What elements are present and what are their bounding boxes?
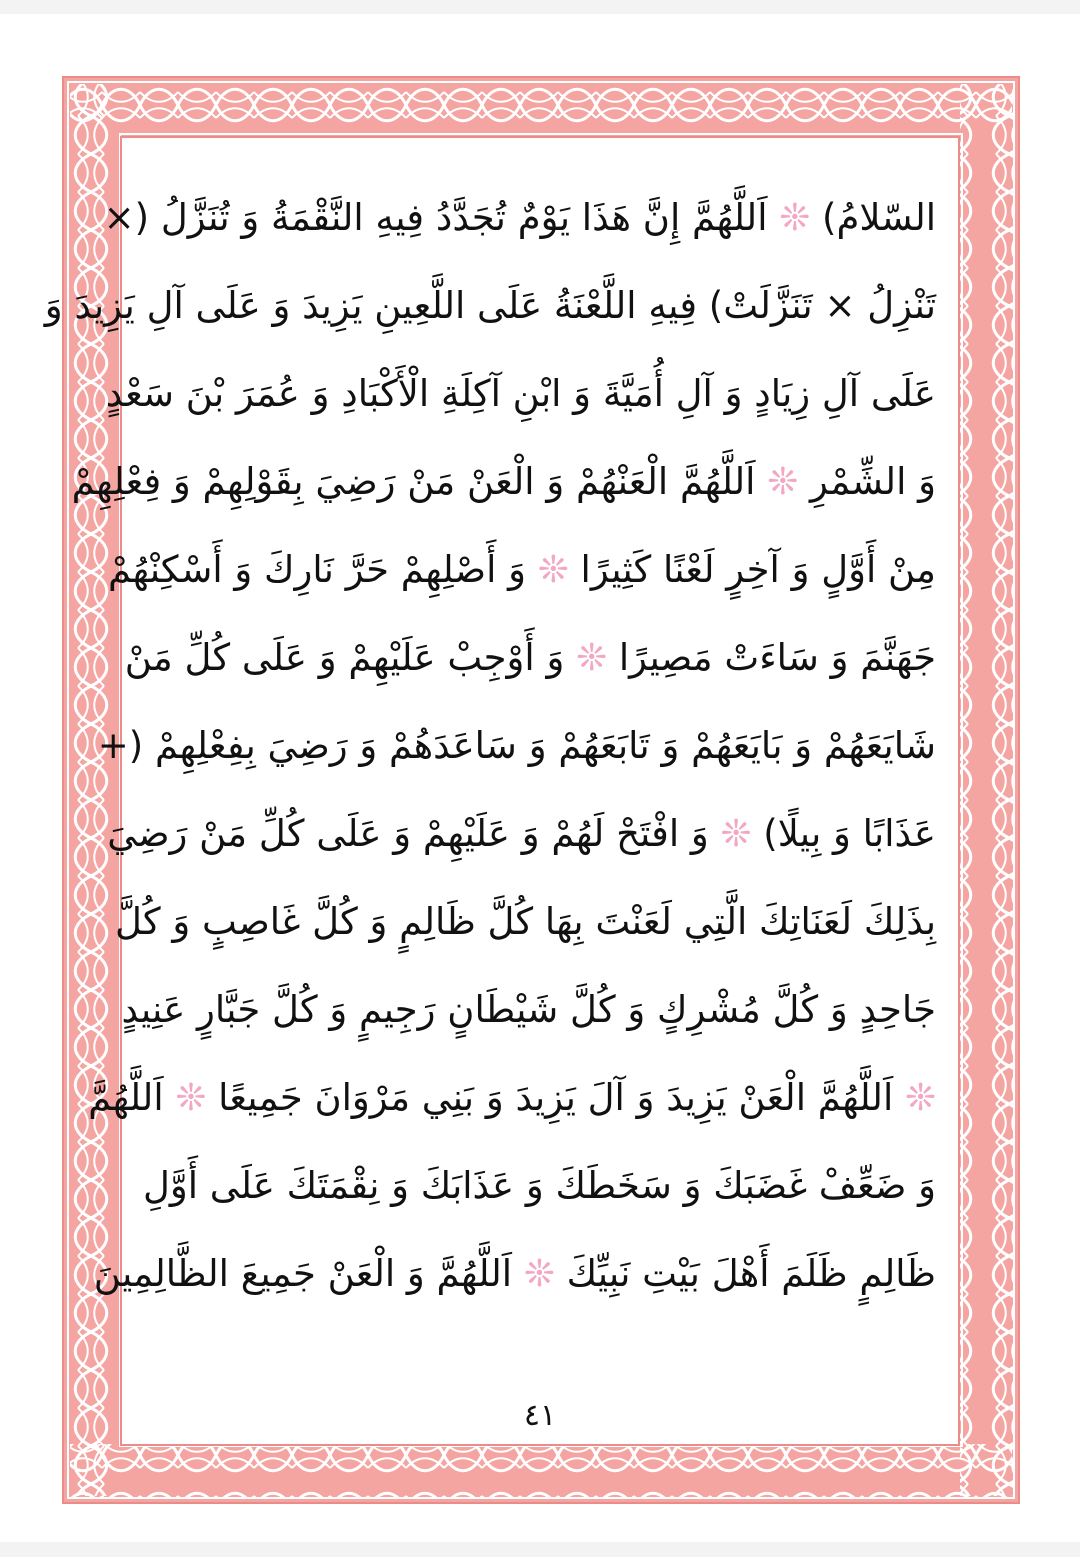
page <box>0 14 1080 1542</box>
star-separator-icon: ❊ <box>720 812 752 855</box>
text-line: عَلَى آلِ زِيَادٍ وَ آلِ أُمَيَّةَ وَ ابْنِ آكِلَةِ الْأَكْبَادِ وَ عُمَرَ بْنَ سَعْدٍ <box>105 372 936 415</box>
text-line: جَاحِدٍ وَ كُلَّ مُشْرِكٍ وَ كُلَّ شَيْطَانٍ رَجِيمٍ وَ كُلَّ جَبَّارٍ عَنِيدٍ <box>121 988 936 1031</box>
text-line: بِذَلِكَ لَعَنَاتِكَ الَّتِي لَعَنْتَ بِهَا كُلَّ ظَالِمٍ وَ كُلَّ غَاصِبٍ وَ كُلَّ <box>114 900 936 943</box>
text-line: مِنْ أَوَّلٍ وَ آخِرٍ لَعْنًا كَثِيرًا ❊ وَ أَصْلِهِمْ حَرَّ نَارِكَ وَ أَسْكِنْهُمْ <box>108 548 936 591</box>
star-separator-icon: ❊ <box>904 1076 936 1119</box>
star-separator-icon: ❊ <box>779 196 811 239</box>
star-separator-icon: ❊ <box>767 460 799 503</box>
star-separator-icon: ❊ <box>175 1076 207 1119</box>
page-number: ٤١ <box>523 1398 557 1433</box>
star-separator-icon: ❊ <box>537 548 569 591</box>
star-separator-icon: ❊ <box>576 636 608 679</box>
text-line: تَنْزِلُ × تَنَزَّلَتْ) فِيهِ اللَّعْنَةُ عَلَى اللَّعِينِ يَزِيدَ وَ عَلَى آلِ يَزِيدَ وَ <box>44 284 936 327</box>
text-line: وَ الشِّمْرِ ❊ اَللَّهُمَّ الْعَنْهُمْ وَ الْعَنْ مَنْ رَضِيَ بِقَوْلِهِمْ وَ فِعْلِهِمْ <box>71 460 936 503</box>
text-line: جَهَنَّمَ وَ سَاءَتْ مَصِيرًا ❊ وَ أَوْجِبْ عَلَيْهِمْ وَ عَلَى كُلِّ مَنْ <box>124 636 936 679</box>
star-separator-icon: ❊ <box>523 1252 555 1295</box>
text-line: ❊ اَللَّهُمَّ الْعَنْ يَزِيدَ وَ آلَ يَزِيدَ وَ بَنِي مَرْوَانَ جَمِيعًا ❊ اَللَّهُمَّ <box>88 1076 936 1119</box>
text-line: ظَالِمٍ ظَلَمَ أَهْلَ بَيْتِ نَبِيِّكَ ❊ اَللَّهُمَّ وَ الْعَنْ جَمِيعَ الظَّالِمِينَ <box>93 1252 936 1295</box>
text-line: وَ ضَعِّفْ غَضَبَكَ وَ سَخَطَكَ وَ عَذَابَكَ وَ نِقْمَتَكَ عَلَى أَوَّلِ <box>142 1164 936 1207</box>
text-line: عَذَابًا وَ بِيلًا) ❊ وَ افْتَحْ لَهُمْ وَ عَلَيْهِمْ وَ عَلَى كُلِّ مَنْ رَضِيَ <box>107 812 936 855</box>
text-line: شَايَعَهُمْ وَ بَايَعَهُمْ وَ تَابَعَهُمْ وَ سَاعَدَهُمْ وَ رَضِيَ بِفِعْلِهِمْ (+ <box>97 724 936 767</box>
prayer-text <box>44 174 936 1318</box>
text-line: السّلامُ) ❊ اَللَّهُمَّ إِنَّ هَذَا يَوْمٌ تُجَدَّدُ فِيهِ النَّقْمَةُ وَ تُنَزَّلُ (× <box>103 196 936 239</box>
